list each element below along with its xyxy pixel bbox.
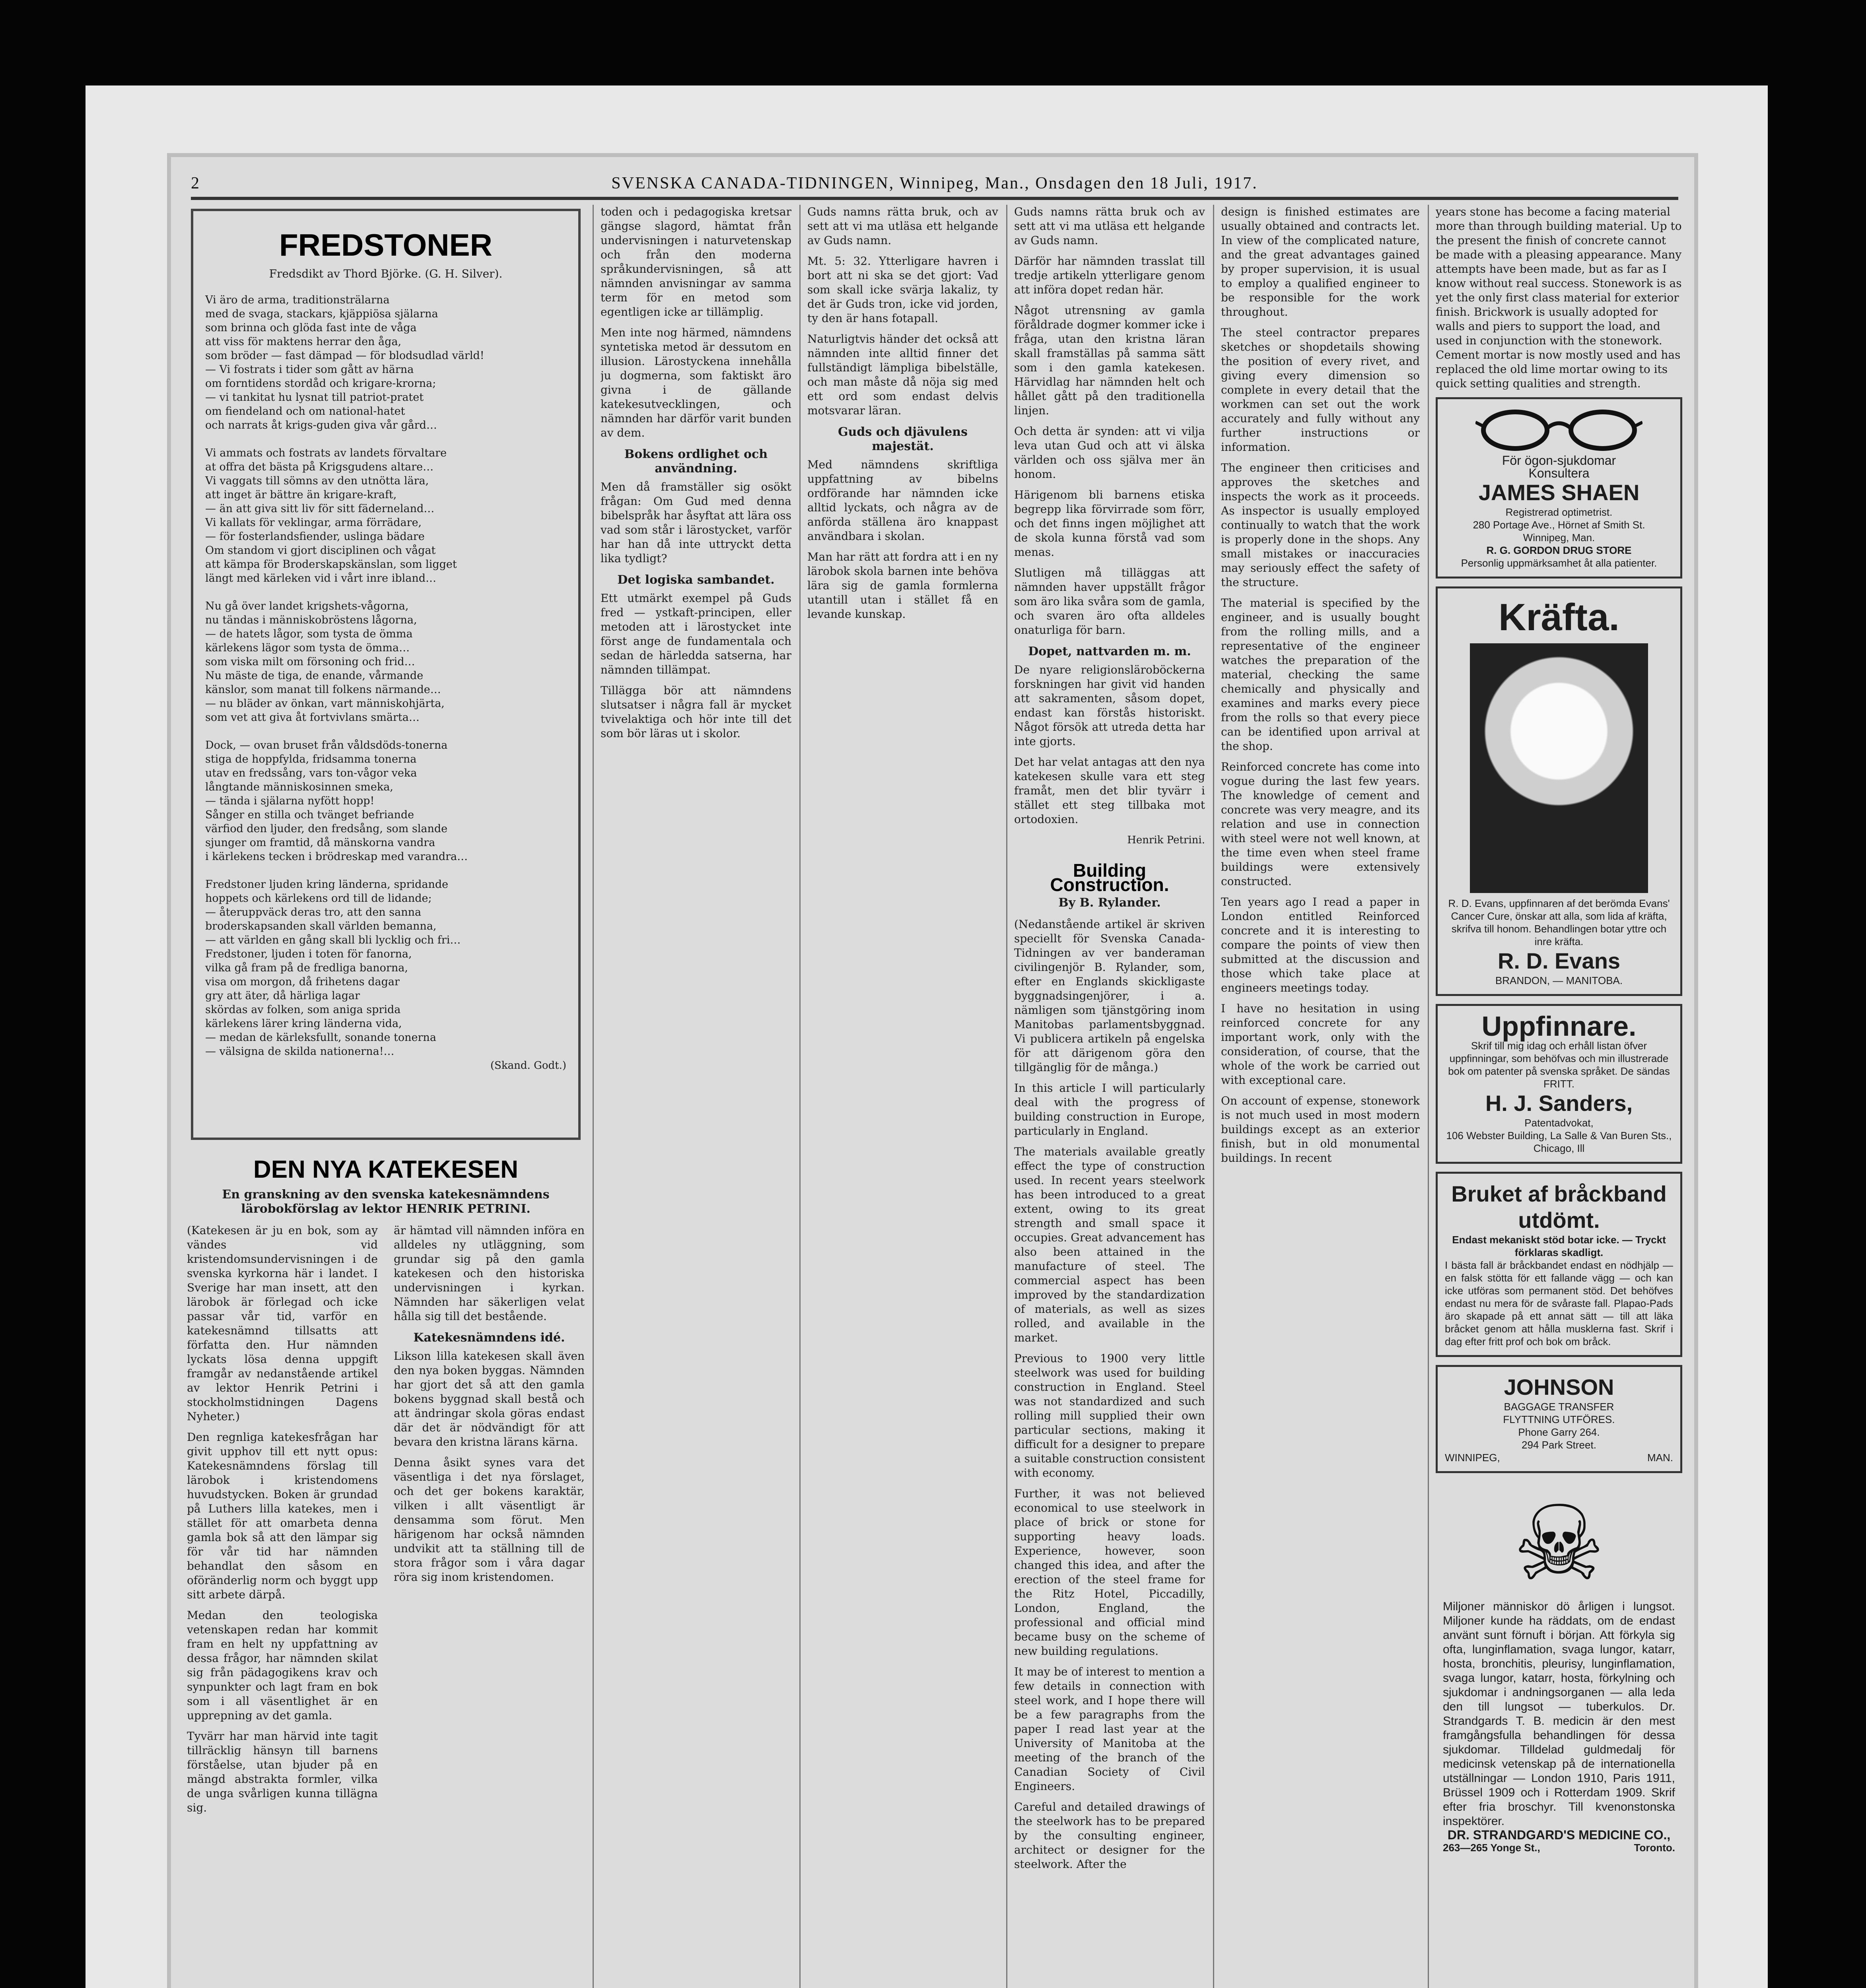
building-paragraph: Ten years ago I read a paper in London entitled Reinforced concrete and it is interesting to compare the points of view then submitted at the discussion and those which take place at engineers meetings today. — [1221, 895, 1420, 994]
krafta-title: Kräfta. — [1498, 596, 1620, 639]
portrait-image — [1470, 643, 1648, 893]
section-heading: Bokens ordlighet och användning. — [624, 447, 768, 476]
katekes-paragraph: Denna åsikt synes vara det väsentliga i det nya förslaget, och det ger bokens karaktär, vilken i allt väsentligt är densamma som förut. Men härigenom har också nämnden undvikit att ta ställning till de stora frågor som i våra dagar röra sig inom kristendomen. — [394, 1456, 585, 1584]
poem-subtitle: Fredsdikt av Thord Björke. (G. H. Silver). — [269, 267, 503, 280]
krafta-ad — [1436, 586, 1682, 996]
krafta-name: R. D. Evans — [1497, 948, 1621, 973]
article-paragraph: Därför har nämnden trasslat till tredje artikeln ytterligare genom att införa dopet redan här. — [1014, 254, 1205, 296]
section-heading: Katekesnämndens idé. — [413, 1331, 565, 1345]
article-paragraph: Och detta är synden: att vi vilja leva utan Gud och att vi älska världen och oss själva mer än honom. — [1014, 425, 1205, 481]
page-number: 2 — [191, 174, 199, 192]
building-paragraph: The material is specified by the engineer, and is usually bought from the rolling mills, and a representative of the engineer watches the preparation of the material, checking the same chemically and physically and examines and marks every piece from the rolls so that every piece can be identified upon arrival at the shop. — [1221, 596, 1420, 753]
building-paragraph: design is finished estimates are usually obtained and contracts let. In view of the complicated nature, and the great advantages gained by proper supervision, it is usual to employ a qualified engineer to be responsible for the work throughout. — [1221, 205, 1420, 318]
optician-ad — [1436, 397, 1682, 579]
johnson-city: WINNIPEG, — [1445, 1452, 1500, 1464]
optician-line: För ögon-sjukdomar — [1502, 453, 1616, 468]
building-paragraph: I have no hesitation in using reinforced concrete for any important work, only with the consideration, of course, that the whole of the work be carried out with exceptional care. — [1221, 1002, 1420, 1087]
poem-box — [191, 209, 581, 1140]
article-paragraph: Man har rätt att fordra att i en ny lärobok skola barnen inte behöva lära sig de gamla formlerna utantill utan i stället få en levande kunskap. — [807, 550, 998, 621]
article-paragraph: Men inte nog härmed, nämndens syntetiska metod är dessutom en illusion. Lärostyckena innehålla ju dogmerna, som faktiskt äro givna i de gällande katekesutvecklingen, och nämnden har därför varit bunden av dem. — [601, 326, 791, 439]
article-paragraph: Men då framställer sig osökt frågan: Om Gud med denna bibelspråk har åsyftat att lära oss vad som står i lärostycket, varför har han då inte uttryckt detta lika tydligt? — [601, 480, 791, 565]
column-4 — [807, 205, 998, 1988]
article-paragraph: Slutligen må tilläggas att nämnden haver uppställt frågor som äro lika svåra som de gamla, och svaren äro ofta alldeles onaturliga för barn. — [1014, 566, 1205, 637]
building-paragraph: Reinforced concrete has come into vogue during the last few years. The knowledge of cement and concrete was very meagre, and its relation and use in connection with steel were not well known, at the time even when steel frame buildings were extensively constructed. — [1221, 760, 1420, 888]
brack-ad — [1436, 1172, 1682, 1357]
column-rule — [1213, 205, 1214, 1988]
article-paragraph: Det har velat antagas att den nya katekesen skulle vara ett steg framåt, men det blir tyvärr i stället ett steg tillbaka mot ortodoxien. — [1014, 755, 1205, 826]
building-paragraph: Further, it was not believed economical to use steelwork in place of brick or stone for supporting heavy loads. Experience, however, soon changed this idea, and after the erection of the steel frame for the Ritz Hotel, Piccadilly, London, England, the professional and official mind became busy on the scheme of new building regulations. — [1014, 1487, 1205, 1658]
optician-name: JAMES SHAEN — [1478, 480, 1640, 505]
article-paragraph: Naturligtvis händer det också att nämnden inte alltid finner det fullständigt lämpliga bibelställe, och man måste då nöja sig med ett ord som endast delvis motsvarar läran. — [807, 332, 998, 417]
johnson-province: MAN. — [1647, 1452, 1673, 1464]
optician-store: R. G. GORDON DRUG STORE — [1486, 544, 1632, 556]
brack-title: Bruket af bråckband utdömt. — [1451, 1181, 1667, 1233]
uppfinnare-role: Patentadvokat, — [1524, 1117, 1594, 1129]
building-paragraph: The materials available greatly effect the type of construction used. In recent years steelwork has been introduced to a great extent, owing to its great strength and small space it occupies. Great advancement has also been attained in the manufacture of steel. The commercial aspect has been improved by the standardization of materials, as well as sizes rolled, and available in the market. — [1014, 1145, 1205, 1344]
katekes-subtitle: En granskning av den svenska katekesnämndens lärobokförslag av lektor HENRIK PETRINI. — [222, 1188, 550, 1216]
medicine-company: DR. STRANDGARD'S MEDICINE CO., — [1447, 1828, 1671, 1842]
building-paragraph: It may be of interest to mention a few details in connection with steel work, and I hope there will be a few paragraphs from the paper I read last year at the University of Manitoba at the meeting of the branch of the Canadian Society of Civil Engineers. — [1014, 1665, 1205, 1793]
section-heading: Dopet, nattvarden m. m. — [1028, 645, 1191, 658]
building-paragraph: The steel contractor prepares sketches or shopdetails showing the position of every rivet, and giving every dimension so complete in every detail that the workmen can set out the work accurately and fully without any further instructions or information. — [1221, 326, 1420, 454]
column-3 — [601, 205, 791, 1988]
brack-subtitle: Endast mekaniskt stöd botar icke. — Tryckt förklaras skadligt. — [1452, 1234, 1666, 1258]
johnson-ad — [1436, 1365, 1682, 1473]
newspaper-page — [171, 157, 1694, 1988]
johnson-phone: Phone Garry 264. — [1518, 1426, 1600, 1438]
article-paragraph: Tillägga bör att nämndens slutsatser i några fall är mycket tvivelaktiga och hör inte till det som bör läras ut i skolor. — [601, 684, 791, 740]
optician-address: 280 Portage Ave., Hörnet af Smith St. — [1473, 519, 1645, 531]
column-5 — [1014, 205, 1205, 1988]
column-rule — [799, 205, 801, 1988]
krafta-city: BRANDON, — MANITOBA. — [1495, 975, 1623, 986]
masthead-title: SVENSKA CANADA-TIDNINGEN, Winnipeg, Man., Onsdagen den 18 Juli, 1917. — [611, 174, 1258, 192]
medicine-city: Toronto. — [1634, 1842, 1675, 1854]
poem-body: Vi äro de arma, traditionsträlarna med de svaga, stackars, kjäppiösa själarna som brinna och glöda fast inte de våga att viss för maktens herrar den åga, som bröder — fast dämpad — för blodsudlad värld! — Vi fostrats i tider som gått av härna om forntidens stordåd och krigare-krorna; — vi tankitat hu lysnat till patriot-pratet om fiendeland och om national-hatet och narrats åt krigs-guden giva vår gård… Vi ammats och fostrats av landets förvaltare at offra det bästa på Krigsgudens altare… Vi vaggats till sömns av den utnötta lära, att inget är bättre än krigare-kraft, — än att giva sitt liv för sitt fäderneland… Vi kallats för veklingar, arma förrädare, — för fosterlandsfiender, uslinga bädare Om standom vi gjort disciplinen och vågat att kämpa för Broderskapskänslan, som ligget längt med kärleken vid i vårt inre ibland… Nu gå över landet krigshets-vågorna, nu tändas i människobröstens lågorna, — de hatets lågor, som tysta de ömma kärlekens lägor som tysta de ömma… som viska milt om försoning och frid… Nu mäste de tiga, de enande, vårmande känslor, som manat till folkens närmande… — nu bläder av önkan, vart människohjärta, som vet att giva åt fortvivlans smärta… Dock, — ovan bruset från våldsdöds-tonerna stiga de hoppfylda, fridsamma tonerna utav en fredssång, vars ton-vågor veka långtande människosinnen smeka, — tända i själarna nyfött hopp! Sånger en stilla och tvänget befriande värfiod den ljuder, den fredsång, som slande sjunger om framtid, då mänskorna vandra i kärlekens tecken i brödreskap med varandra… Fredstoner ljuden kring länderna, spridande hoppets och kärlekens ord till de lidande; — återuppväck deras tro, att den sanna broderskapsanden skall världen bemanna, — att världen en gång skall bli lycklig och fri… Fredstoner, ljuden i toten för fanorna, vilka gå fram på de fredliga banorna, visa om morgon, då frihetens dagar gry att äter, då härliga lagar skördas av folken, som aniga sprida kärlekens lärer kring länderna vida, — medan de kärleksfullt, sonande tonerna — välsigna de skilda nationerna!… — [205, 294, 484, 1058]
article-paragraph: Med nämndens skriftliga uppfattning av bibelns ordförande har nämnden icke alltid lyckats, och några av de anförda ställena äro knappast användbara i skolan. — [807, 458, 998, 543]
column-1 — [187, 205, 585, 1988]
building-title: Building Construction. — [1050, 860, 1169, 895]
building-intro: (Nedanstående artikel är skriven speciellt för Svenska Canada-Tidningen av ver banderaman civilingenjör B. Rylander, som, efter en Englands skickligaste byggnadsingenjörer, i a. nämligen som tjänstgöring inom Manitobas parlamentsbyggnad. Vi publicera artikeln på engelska för att därigenom göra den tillgänglig för de många.) — [1014, 918, 1205, 1074]
katekes-paragraph: är hämtad vill nämnden införa en alldeles ny utläggning, som grundar sig på den gamla katekesen och den historiska undervisningen i kyrkan. Nämnden har säkerligen velat hålla sig till det bestående. — [394, 1224, 585, 1323]
optician-line: Konsultera — [1528, 466, 1590, 480]
poem-title: FREDSTONER — [279, 227, 492, 262]
optician-city: Winnipeg, Man. — [1523, 532, 1595, 544]
medicine-address: 263—265 Yonge St., — [1443, 1842, 1540, 1854]
uppfinnare-title: Uppfinnare. — [1481, 1011, 1637, 1042]
building-paragraph: The engineer then criticises and approves the sketches and inspects the work as it proceeds. As inspector is usually employed continually to watch that the work is properly done in the shops. Any small mistakes or inaccuracies may seriously effect the safety of the structure. — [1221, 461, 1420, 589]
uppfinnare-ad — [1436, 1004, 1682, 1164]
article-paragraph: Mt. 5: 32. Ytterligare havren i bort att ni ska se det gjort: Vad som skall icke svärja lakaliz, ty det är Guds tron, icke vid jorden, ty den är hans fotapall. — [807, 254, 998, 325]
column-rule — [1428, 205, 1429, 1988]
katekes-paragraph: Tyvärr har man härvid inte tagit tillräcklig hänsyn till barnens förståelse, utan bjuder på en mängd abstrakta formler, vilka de unga svårligen kunna tillägna sig. — [187, 1730, 378, 1814]
article-paragraph: Härigenom bli barnens etiska begrepp lika förvirrade som förr, och det finns ingen möjlighet att de skola kunna förstå vad som menas. — [1014, 488, 1205, 559]
building-paragraph: In this article I will particularly deal with the progress of building construction in Europe, particularly in England. — [1014, 1081, 1205, 1138]
katekes-title: DEN NYA KATEKESEN — [253, 1156, 519, 1183]
skull-crossbones-icon: ☠ — [1512, 1486, 1606, 1602]
uppfinnare-address: 106 Webster Building, La Salle & Van Buren Sts., Chicago, Ill — [1446, 1130, 1672, 1154]
column-7-ads — [1436, 205, 1682, 1988]
section-heading: Det logiska sambandet. — [617, 573, 775, 587]
johnson-name: JOHNSON — [1504, 1375, 1614, 1400]
spectacles-icon — [1475, 406, 1642, 454]
optician-note: Personlig uppmärksamhet åt alla patienter. — [1461, 557, 1657, 569]
article-paragraph: Guds namns rätta bruk och av sett att vi ma utläsa ett helgande av Guds namn. — [1014, 205, 1205, 247]
medicine-text: Miljoner människor dö årligen i lungsot. Miljoner kunde ha räddats, om de endast använt sunt förnuft i början. Att förkyla sig ofta, lunginflamation, svaga lungor, katarr, hosta, bronchitis, pleurisy, lunginflamation, svaga lungor, katarr, hosta, förkylning och sjukdomar i andningsorganen — alla leda den till lungsot — tuberkulos. Dr. Strandgards T. B. medicin är den mest framgångsfulla behandlingen för dessa sjukdomar. Tilldelad guldmedalj för medicinsk vetenskap på de internationella utställningar — London 1910, Paris 1911, Brüssel 1909 och i Rotterdam 1909. Skrif efter fria broschyr. Till kvenonstonska inspektörer. — [1443, 1600, 1675, 1828]
article-paragraph: toden och i pedagogiska kretsar gängse slagord, hämtat från undervisningen i naturvetenskap och från den moderna språkundervisningen, så att nämnden anvisningar av samma term för en metod som egentligen icke ar tillämplig. — [601, 205, 791, 318]
uppfinnare-name: H. J. Sanders, — [1485, 1091, 1633, 1116]
medicine-ad — [1436, 1481, 1682, 1861]
poem-signature: (Skand. Godt.) — [490, 1060, 566, 1072]
building-paragraph: years stone has become a facing material more than through building material. Up to the present the finish of concrete cannot be made with a pleasing appearance. Many attempts have been made, but as far as I know without real success. Stonework is as yet the only first class material for exterior finish. Brickwork is usually adopted for walls and piers to support the load, and used in conjunction with the stonework. Cement mortar is now mostly used and has replaced the old lime mortar owing to its quick setting qualities and strength. — [1436, 205, 1682, 390]
article-paragraph: De nyare religionsläroböckerna forskningen har givit vid handen att sakramenten, såsom dopet, endast kan förstås historiskt. Något försök att utreda detta har inte gjorts. — [1014, 663, 1205, 748]
johnson-line: BAGGAGE TRANSFER — [1504, 1401, 1614, 1413]
building-paragraph: On account of expense, stonework is not much used in most modern buildings except as an exterior finish, but in old monumental buildings. In recent — [1221, 1094, 1420, 1165]
krafta-caption: R. D. Evans, uppfinnaren af det berömda Evans' Cancer Cure, önskar att alla, som lida af kräfta, skrifva till honom. Behandlingen botar yttre och inre kräfta. — [1448, 897, 1670, 947]
optician-line: Registrerad optimetrist. — [1505, 506, 1613, 518]
brack-text: I bästa fall är bråckbandet endast en nödhjälp — en falsk stötta för ett fallande vägg — och kan icke utföras som permanent stöd. Det behöfves endast nu mera för de svåraste fall. Plapao-Pads äro skapade på ett annat sätt — till att läka bråcket genom att hålla musklerna fast. Skrif i dag efter fritt prof och bok om bråck. — [1445, 1259, 1673, 1347]
uppfinnare-text: Skrif till mig idag och erhåll listan öfver uppfinningar, som behöfvas och min illustrerade bok om patenter på svenska språket. De sändas FRITT. — [1448, 1040, 1670, 1090]
column-rule — [593, 205, 594, 1988]
page-header — [191, 169, 1678, 200]
katekes-paragraph: (Katekesen är ju en bok, som ay vändes vid kristendomsundervisningen i de svenska kyrkorna här i landet. I Sverige har man insett, att den lärobok är förlegad och icke passar vår tid, varför en katekesnämnd tillsatts att författa den. Hur nämnden lyckats lösa denna uppgift framgår av nedanstående artikel av lektor Henrik Petrini i stockholmstidningen Dagens Nyheter.) — [187, 1224, 378, 1423]
building-byline: By B. Rylander. — [1058, 896, 1161, 910]
building-paragraph: Previous to 1900 very little steelwork was used for building construction in England. Steel was not standardized and such rolling mill supplied their own particular sections, making it difficult for a designer to prepare a suitable construction consistent with economy. — [1014, 1352, 1205, 1479]
column-6 — [1221, 205, 1420, 1988]
section-heading: Guds och djävulens majestät. — [838, 425, 968, 453]
article-paragraph: Ett utmärkt exempel på Guds fred — ystkaft-principen, eller metoden att i lärostycket inte först ange de fundamentala och sedan de härledda satserna, har nämnden tillämpat. — [601, 592, 791, 676]
katekes-paragraph: Medan den teologiska vetenskapen redan har kommit fram en helt ny uppfattning av dessa frågor, har nämnden skilat sig från pädagogikens krav och synpunkter och lagt fram en bok som i all väsentlighet är en upprepning av det gamla. — [187, 1609, 378, 1722]
article-paragraph: Något utrensning av gamla föråldrade dogmer kommer icke i fråga, utan den kristna läran skall framställas på samma sätt som i den gamla katekesen. Härvidlag har nämnden helt och hållet gått på den traditionella linjen. — [1014, 304, 1205, 417]
article-paragraph: Guds namns rätta bruk, och av sett att vi ma utläsa ett helgande av Guds namn. — [807, 205, 998, 247]
katekes-paragraph: Likson lilla katekesen skall även den nya boken byggas. Nämnden har gjort det så att den gamla bokens byggnad skall bestå och att ändringar skola göras endast där det är nödvändigt för att bevara den kristna lärans kärna. — [394, 1349, 585, 1448]
column-rule — [1006, 205, 1007, 1988]
building-paragraph: Careful and detailed drawings of the steelwork has to be prepared by the consulting engineer, architect or designer for the steelwork. After the — [1014, 1800, 1205, 1871]
author-signature: Henrik Petrini. — [1127, 834, 1205, 846]
johnson-line: FLYTTNING UTFÖRES. — [1503, 1413, 1615, 1425]
katekes-paragraph: Den regnliga katekesfrågan har givit upphov till ett nytt opus: Katekesnämndens förslag till lärobok i kristendomens huvudstycken. Boken är grundad på Luthers lilla katekes, men i stället för att omarbeta denna gamla bok så att den lämpar sig för vår tid har nämnden behandlat den såsom en oföränderlig norm och byggt upp sitt arbete därpå. — [187, 1431, 378, 1601]
johnson-address: 294 Park Street. — [1522, 1439, 1596, 1451]
